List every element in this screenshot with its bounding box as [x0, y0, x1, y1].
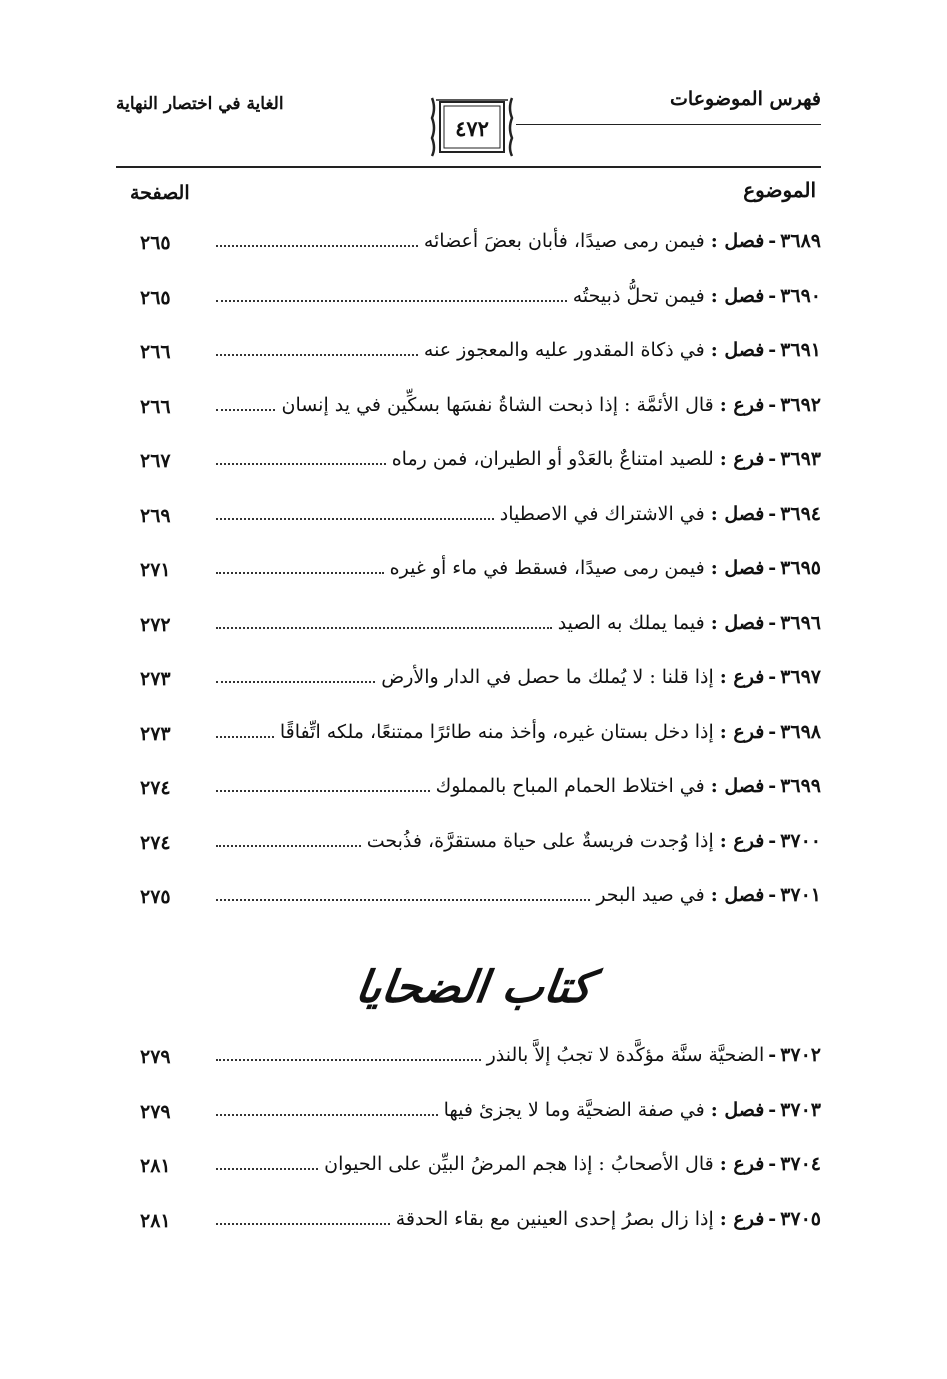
entry-page: ٢٨١: [140, 1209, 171, 1232]
leader-dots: [216, 518, 494, 520]
entry-dash: -: [768, 720, 777, 743]
entry-dash: -: [768, 448, 777, 470]
entry-page: ٢٦٩: [140, 504, 171, 527]
leader-dots: [216, 627, 552, 629]
toc-entry: [116, 1200, 821, 1255]
leader-dots: [216, 1114, 438, 1116]
entry-number: ٣٦٩٦: [780, 611, 821, 634]
entry-title: فيما يملك به الصيد: [557, 611, 705, 634]
toc-entry: [116, 495, 821, 550]
entry-page: ٢٦٦: [140, 395, 171, 418]
entry-dash: -: [768, 1153, 777, 1175]
entry-page: ٢٧٩: [140, 1046, 171, 1068]
entry-page: ٢٦٥: [140, 286, 171, 309]
entry-dash: -: [768, 284, 777, 307]
entry-dash: -: [768, 1044, 777, 1066]
book-title-header: الغاية في اختصار النهاية: [116, 94, 284, 114]
entry-title: في الاشتراك في الاصطياد: [499, 502, 705, 525]
entry-kind: فصل :: [710, 284, 765, 307]
leader-dots: [216, 681, 375, 683]
leader-dots: [216, 790, 430, 792]
entry-dash: -: [768, 393, 777, 416]
toc-list: [116, 222, 821, 931]
entry-number: ٣٦٩٩: [780, 775, 821, 797]
entry-number: ٣٦٩٣: [780, 448, 821, 470]
entry-dash: -: [768, 666, 777, 688]
toc-entry: [116, 767, 821, 822]
entry-page: ٢٦٧: [140, 450, 171, 472]
entry-dash: -: [768, 829, 777, 852]
entry-number: ٣٦٩٨: [780, 720, 821, 743]
entry-number: ٣٧٠٣: [780, 1098, 821, 1121]
entry-kind: فرع :: [719, 1207, 765, 1230]
section-title: فهرس الموضوعات: [670, 88, 821, 110]
entry-number: ٣٧٠٠: [780, 829, 821, 852]
entry-number: ٣٦٩٠: [780, 284, 821, 307]
leader-dots: [216, 1059, 481, 1061]
toc-entry: [116, 277, 821, 332]
column-headings: [116, 172, 821, 212]
topic-column-heading: الموضوع: [743, 178, 816, 202]
entry-page: ٢٧٢: [140, 613, 171, 636]
toc-entry: [116, 222, 821, 277]
entry-dash: -: [768, 1098, 777, 1121]
running-head: [116, 80, 821, 162]
entry-dash: -: [768, 884, 777, 906]
entry-number: ٣٦٩٧: [780, 666, 821, 688]
leader-dots: [216, 1168, 318, 1170]
entry-kind: فرع :: [719, 829, 765, 852]
entry-title: إذا دخل بستان غيره، وأخذ منه طائرًا ممتنعًا، ملكه اتِّفاقًا: [279, 720, 714, 743]
entry-kind: فرع :: [719, 720, 765, 743]
entry-title: في صيد البحر: [596, 884, 705, 906]
entry-title: فيمن تحلُّ ذبيحتُه: [572, 284, 705, 307]
entry-dash: -: [768, 1207, 777, 1230]
entry-title: إذا زال بصرُ إحدى العينين مع بقاء الحدقة: [395, 1207, 714, 1230]
entry-dash: -: [768, 557, 777, 579]
leader-dots: [216, 572, 384, 574]
page-number: ٤٧٢: [455, 116, 489, 141]
leader-dots: [216, 845, 361, 847]
leader-dots: [216, 1223, 390, 1225]
entry-kind: فرع :: [719, 393, 765, 416]
entry-number: ٣٦٩٥: [780, 557, 821, 579]
leader-dots: [216, 354, 418, 356]
entry-kind: فرع :: [719, 666, 765, 688]
toc-entry: [116, 549, 821, 604]
entry-title: في صفة الضحيَّة وما لا يجزئ فيها: [443, 1098, 705, 1121]
entry-title: في اختلاط الحمام المباح بالمملوك: [435, 775, 705, 797]
entry-number: ٣٦٩٢: [780, 393, 821, 416]
entry-page: ٢٧١: [140, 559, 171, 581]
entry-number: ٣٧٠٢: [780, 1044, 821, 1066]
entry-dash: -: [768, 611, 777, 634]
entry-title: في ذكاة المقدور عليه والمعجوز عنه: [423, 339, 705, 361]
toc-entry: [116, 1145, 821, 1200]
header-rule-right: [516, 124, 821, 125]
entry-kind: فصل :: [710, 611, 765, 634]
entry-dash: -: [768, 775, 777, 797]
entry-number: ٣٦٩١: [780, 339, 821, 361]
entry-kind: فرع :: [719, 448, 765, 470]
toc-entry: [116, 1091, 821, 1146]
entry-kind: فصل :: [710, 502, 765, 525]
entry-title: فيمن رمى صيدًا، فسقط في ماء أو غيره: [389, 557, 705, 579]
entry-number: ٣٧٠١: [780, 884, 821, 906]
book-heading-calligraphy: كتاب الضحايا: [352, 962, 595, 1013]
leader-dots: [216, 245, 418, 247]
entry-title: قال الأصحابُ : إذا هجم المرضُ البيِّن على الحيوان: [324, 1153, 714, 1175]
toc-entry: [116, 876, 821, 931]
entry-title: فيمن رمى صيدًا، فأبان بعضَ أعضائه: [423, 230, 705, 252]
entry-page: ٢٧٥: [140, 886, 171, 908]
entry-page: ٢٧٣: [140, 722, 171, 745]
entry-dash: -: [768, 502, 777, 525]
leader-dots: [216, 409, 275, 411]
entry-number: ٣٦٩٤: [780, 502, 821, 525]
entry-number: ٣٧٠٥: [780, 1207, 821, 1230]
entry-dash: -: [768, 339, 777, 361]
entry-kind: فرع :: [719, 1153, 765, 1175]
toc-entry: [116, 658, 821, 713]
entry-title: إذا قلنا : لا يُملك ما حصل في الدار والأرض: [381, 666, 714, 688]
entry-page: ٢٦٥: [140, 232, 171, 254]
entry-title: قال الأئمَّة : إذا ذبحت الشاةُ نفسَها بسكِّين في يد إنسان: [281, 393, 714, 416]
entry-number: ٣٦٨٩: [780, 230, 821, 252]
entry-kind: فصل :: [710, 884, 765, 906]
entry-dash: -: [768, 230, 777, 252]
entry-page: ٢٨١: [140, 1155, 171, 1177]
entry-page: ٢٧٩: [140, 1100, 171, 1123]
leader-dots: [216, 300, 567, 302]
entry-title: الضحيَّة سنَّة مؤكَّدة لا تجبُ إلاَّ بالنذر: [486, 1044, 765, 1066]
leader-dots: [216, 736, 274, 738]
entry-kind: فصل :: [710, 775, 765, 797]
entry-title: للصيد امتناعٌ بالعَدْو أو الطيران، فمن رماه: [391, 448, 714, 470]
book-heading: [0, 962, 947, 1034]
toc-list-2: [116, 1036, 821, 1254]
toc-entry: [116, 331, 821, 386]
entry-number: ٣٧٠٤: [780, 1153, 821, 1175]
entry-page: ٢٧٣: [140, 668, 171, 690]
entry-page: ٢٦٦: [140, 341, 171, 363]
page-number-frame: [426, 88, 518, 160]
entry-page: ٢٧٤: [140, 831, 171, 854]
entry-kind: فصل :: [710, 230, 765, 252]
toc-entry: [116, 386, 821, 441]
entry-title: إذا وُجدت فريسةٌ على حياة مستقرَّة، فذُبحت: [366, 829, 714, 852]
leader-dots: [216, 899, 590, 901]
toc-entry: [116, 604, 821, 659]
entry-kind: فصل :: [710, 1098, 765, 1121]
entry-kind: فصل :: [710, 557, 765, 579]
toc-entry: [116, 713, 821, 768]
leader-dots: [216, 463, 386, 465]
page-column-heading: الصفحة: [130, 182, 190, 204]
toc-entry: [116, 1036, 821, 1091]
entry-page: ٢٧٤: [140, 777, 171, 799]
toc-entry: [116, 822, 821, 877]
header-rule: [116, 166, 821, 168]
entry-kind: فصل :: [710, 339, 765, 361]
toc-entry: [116, 440, 821, 495]
